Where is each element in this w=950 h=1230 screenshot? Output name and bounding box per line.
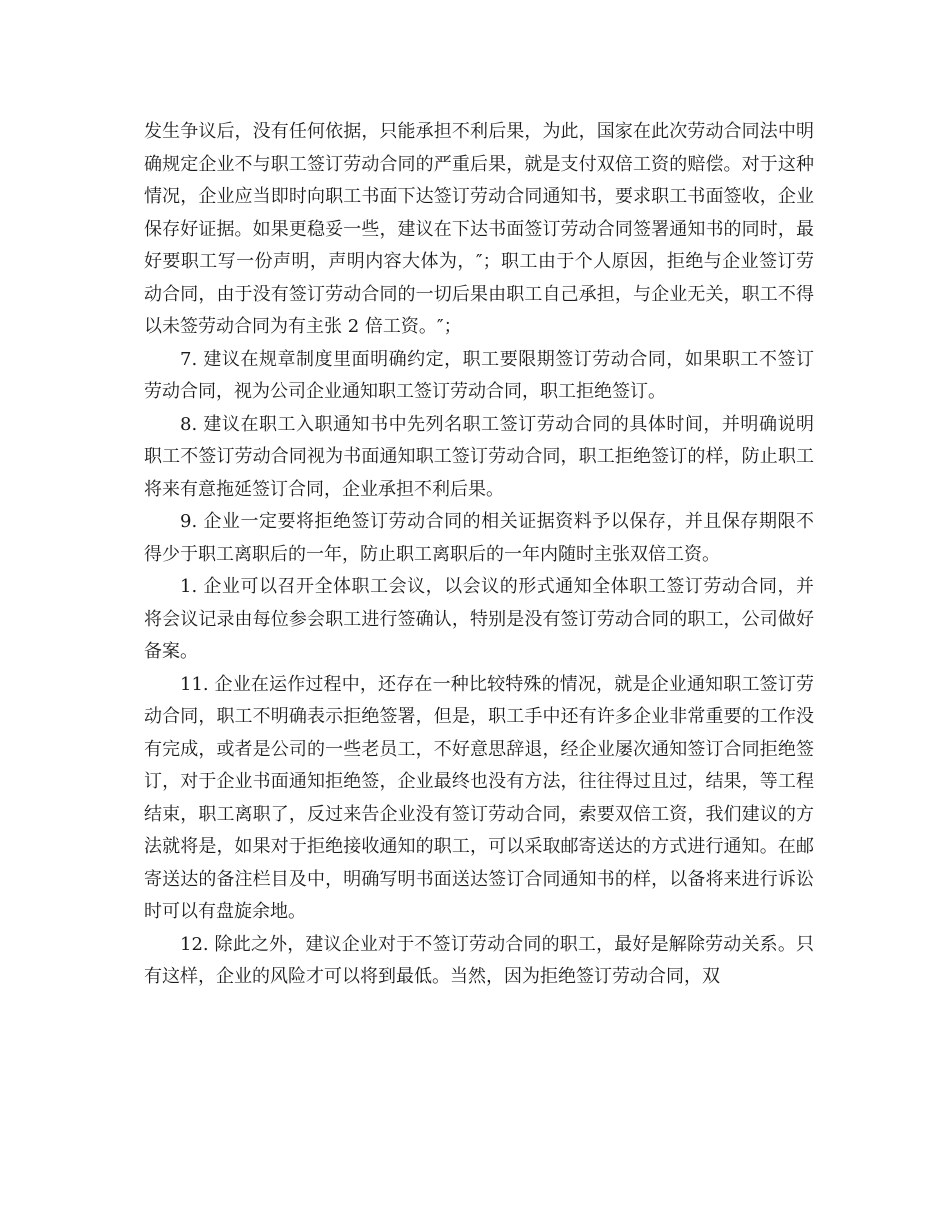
paragraph-continuation: 发生争议后，没有任何依据，只能承担不利后果，为此，国家在此次劳动合同法中明确规定企业不与职工签订劳动合同的严重后果，就是支付双倍工资的赔偿。对于这种情况，企业应当即时向职工书面下达签订劳动合同通知书，要求职工书面签收，企业保存好证据。如果更稳妥一些，建议在下达书面签订劳动合同签署通知书的同时，最好要职工写一份声明，声明内容大体为，″；职工由于个人原因，拒绝与企业签订劳动合同，由于没有签订劳动合同的一切后果由职工自己承担，与企业无关，职工不得以未签劳动合同为有主张 2 倍工资。″； (144, 121, 814, 337)
paragraph-item-7: 7. 建议在规章制度里面明确约定，职工要限期签订劳动合同，如果职工不签订劳动合同，视为公司企业通知职工签订劳动合同，职工拒绝签订。 (144, 348, 814, 402)
paragraph-item-11: 11. 企业在运作过程中，还存在一种比较特殊的情况，就是企业通知职工签订劳动合同，职工不明确表示拒绝签署，但是，职工手中还有许多企业非常重要的工作没有完成，或者是公司的一些老员工，不好意思辞退，经企业屡次通知签订合同拒绝签订，对于企业书面通知拒绝签，企业最终也没有方法，往往得过且过，结果，等工程结束，职工离职了，反过来告企业没有签订劳动合同，索要双倍工资，我们建议的方法就将是，如果对于拒绝接收通知的职工，可以采取邮寄送达的方式进行通知。在邮寄送达的备注栏目及中，明确写明书面送达签订合同通知书的样，以备将来进行诉讼时可以有盘旋余地。 (144, 673, 814, 922)
paragraph-item-12: 12. 除此之外，建议企业对于不签订劳动合同的职工，最好是解除劳动关系。只有这样，企业的风险才可以将到最低。当然，因为拒绝签订劳动合同，双 (144, 933, 814, 987)
paragraph-item-1: 1. 企业可以召开全体职工会议，以会议的形式通知全体职工签订劳动合同，并将会议记录由每位参会职工进行签确认，特别是没有签订劳动合同的职工，公司做好备案。 (144, 576, 814, 662)
document-body (144, 116, 814, 994)
paragraph-item-9: 9. 企业一定要将拒绝签订劳动合同的相关证据资料予以保存，并且保存期限不得少于职工离职后的一年，防止职工离职后的一年内随时主张双倍工资。 (144, 511, 814, 565)
paragraph-item-8: 8. 建议在职工入职通知书中先列名职工签订劳动合同的具体时间，并明确说明职工不签订劳动合同视为书面通知职工签订劳动合同，职工拒绝签订的样，防止职工将来有意拖延签订合同，企业承担不利后果。 (144, 413, 814, 500)
